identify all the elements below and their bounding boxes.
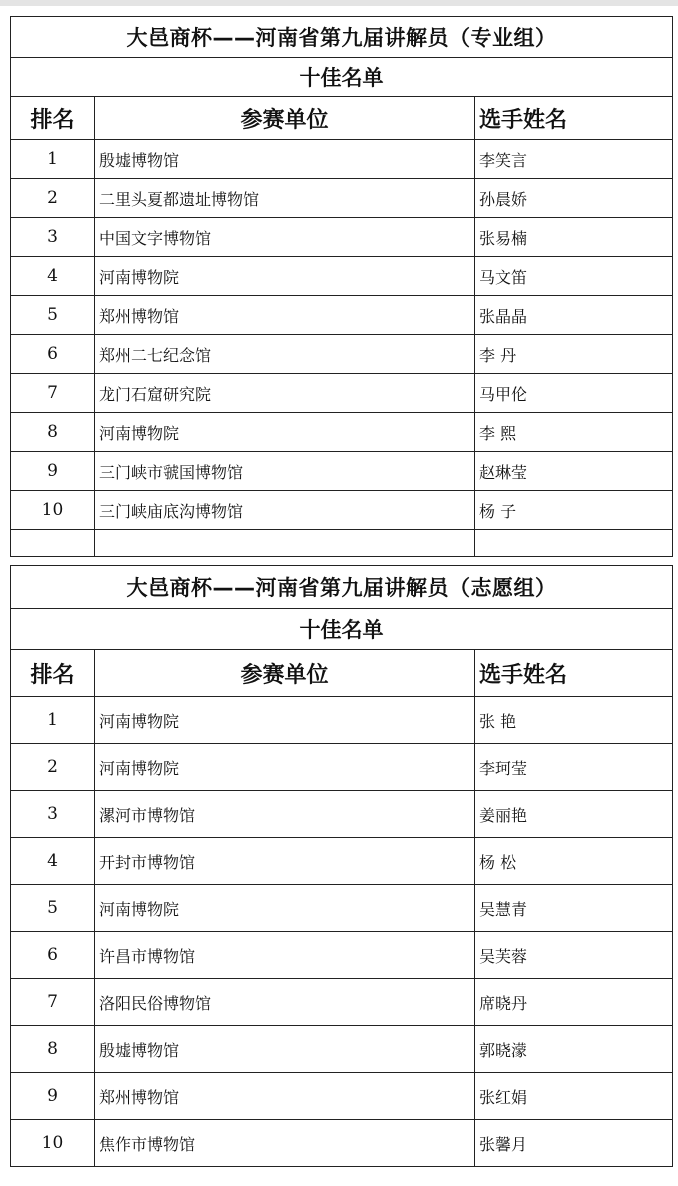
unit-cell: 龙门石窟研究院 <box>95 374 475 413</box>
table-row <box>11 413 673 452</box>
table-row <box>11 1073 673 1120</box>
table-row <box>11 452 673 491</box>
table-row <box>11 257 673 296</box>
rank-cell: 10 <box>11 1120 95 1167</box>
professional-group-table <box>10 16 673 557</box>
unit-cell: 河南博物院 <box>95 413 475 452</box>
name-cell: 张 艳 <box>475 697 673 744</box>
unit-cell: 洛阳民俗博物馆 <box>95 979 475 1026</box>
name-cell: 李笑言 <box>475 140 673 179</box>
blank-cell <box>95 530 475 557</box>
table-row <box>11 1120 673 1167</box>
header-name: 选手姓名 <box>475 650 673 697</box>
rank-cell: 4 <box>11 257 95 296</box>
unit-cell: 二里头夏都遗址博物馆 <box>95 179 475 218</box>
name-cell: 马文笛 <box>475 257 673 296</box>
table-title: 大邑商杯——河南省第九届讲解员（志愿组） <box>11 566 673 609</box>
table-row <box>11 979 673 1026</box>
rank-cell: 8 <box>11 1026 95 1073</box>
name-cell: 张红娟 <box>475 1073 673 1120</box>
table-row <box>11 932 673 979</box>
table-row <box>11 374 673 413</box>
unit-cell: 河南博物院 <box>95 744 475 791</box>
table-row <box>11 140 673 179</box>
table-row <box>11 491 673 530</box>
table-row <box>11 179 673 218</box>
header-rank: 排名 <box>11 650 95 697</box>
rank-cell: 1 <box>11 697 95 744</box>
unit-cell: 许昌市博物馆 <box>95 932 475 979</box>
rank-cell: 4 <box>11 838 95 885</box>
blank-row <box>11 530 673 557</box>
name-cell: 张易楠 <box>475 218 673 257</box>
name-cell: 杨 子 <box>475 491 673 530</box>
name-cell: 郭晓濛 <box>475 1026 673 1073</box>
header-name: 选手姓名 <box>475 97 673 140</box>
name-cell: 吴慧青 <box>475 885 673 932</box>
unit-cell: 郑州博物馆 <box>95 1073 475 1120</box>
rank-cell: 9 <box>11 1073 95 1120</box>
name-cell: 席晓丹 <box>475 979 673 1026</box>
table-title: 大邑商杯——河南省第九届讲解员（专业组） <box>11 17 673 58</box>
rank-cell: 1 <box>11 140 95 179</box>
name-cell: 马甲伦 <box>475 374 673 413</box>
rank-cell: 5 <box>11 885 95 932</box>
unit-cell: 漯河市博物馆 <box>95 791 475 838</box>
rank-cell: 6 <box>11 335 95 374</box>
unit-cell: 郑州二七纪念馆 <box>95 335 475 374</box>
table-row <box>11 697 673 744</box>
table-row <box>11 335 673 374</box>
unit-cell: 开封市博物馆 <box>95 838 475 885</box>
name-cell: 赵琳莹 <box>475 452 673 491</box>
rank-cell: 9 <box>11 452 95 491</box>
name-cell: 李 丹 <box>475 335 673 374</box>
name-cell: 李珂莹 <box>475 744 673 791</box>
table-subtitle: 十佳名单 <box>11 609 673 650</box>
table-row <box>11 885 673 932</box>
volunteer-group-table <box>10 565 673 1167</box>
name-cell: 李 熙 <box>475 413 673 452</box>
rank-cell: 7 <box>11 374 95 413</box>
rank-cell: 10 <box>11 491 95 530</box>
unit-cell: 河南博物院 <box>95 257 475 296</box>
rank-cell: 2 <box>11 179 95 218</box>
rank-cell: 3 <box>11 218 95 257</box>
table-row <box>11 791 673 838</box>
unit-cell: 三门峡市虢国博物馆 <box>95 452 475 491</box>
rank-cell: 6 <box>11 932 95 979</box>
blank-cell <box>475 530 673 557</box>
name-cell: 张馨月 <box>475 1120 673 1167</box>
rank-cell: 8 <box>11 413 95 452</box>
rank-cell: 3 <box>11 791 95 838</box>
unit-cell: 河南博物院 <box>95 885 475 932</box>
name-cell: 杨 松 <box>475 838 673 885</box>
table-row <box>11 218 673 257</box>
rank-cell: 2 <box>11 744 95 791</box>
table-row <box>11 1026 673 1073</box>
unit-cell: 殷墟博物馆 <box>95 1026 475 1073</box>
rank-cell: 5 <box>11 296 95 335</box>
header-rank: 排名 <box>11 97 95 140</box>
name-cell: 姜丽艳 <box>475 791 673 838</box>
unit-cell: 郑州博物馆 <box>95 296 475 335</box>
table-row <box>11 296 673 335</box>
name-cell: 张晶晶 <box>475 296 673 335</box>
name-cell: 吴芙蓉 <box>475 932 673 979</box>
header-unit: 参赛单位 <box>95 650 475 697</box>
unit-cell: 殷墟博物馆 <box>95 140 475 179</box>
header-unit: 参赛单位 <box>95 97 475 140</box>
table-row <box>11 838 673 885</box>
name-cell: 孙晨娇 <box>475 179 673 218</box>
unit-cell: 中国文字博物馆 <box>95 218 475 257</box>
unit-cell: 三门峡庙底沟博物馆 <box>95 491 475 530</box>
rank-cell: 7 <box>11 979 95 1026</box>
table-row <box>11 744 673 791</box>
unit-cell: 河南博物院 <box>95 697 475 744</box>
unit-cell: 焦作市博物馆 <box>95 1120 475 1167</box>
table-subtitle: 十佳名单 <box>11 58 673 97</box>
blank-cell <box>11 530 95 557</box>
top-edge-strip <box>0 0 678 6</box>
